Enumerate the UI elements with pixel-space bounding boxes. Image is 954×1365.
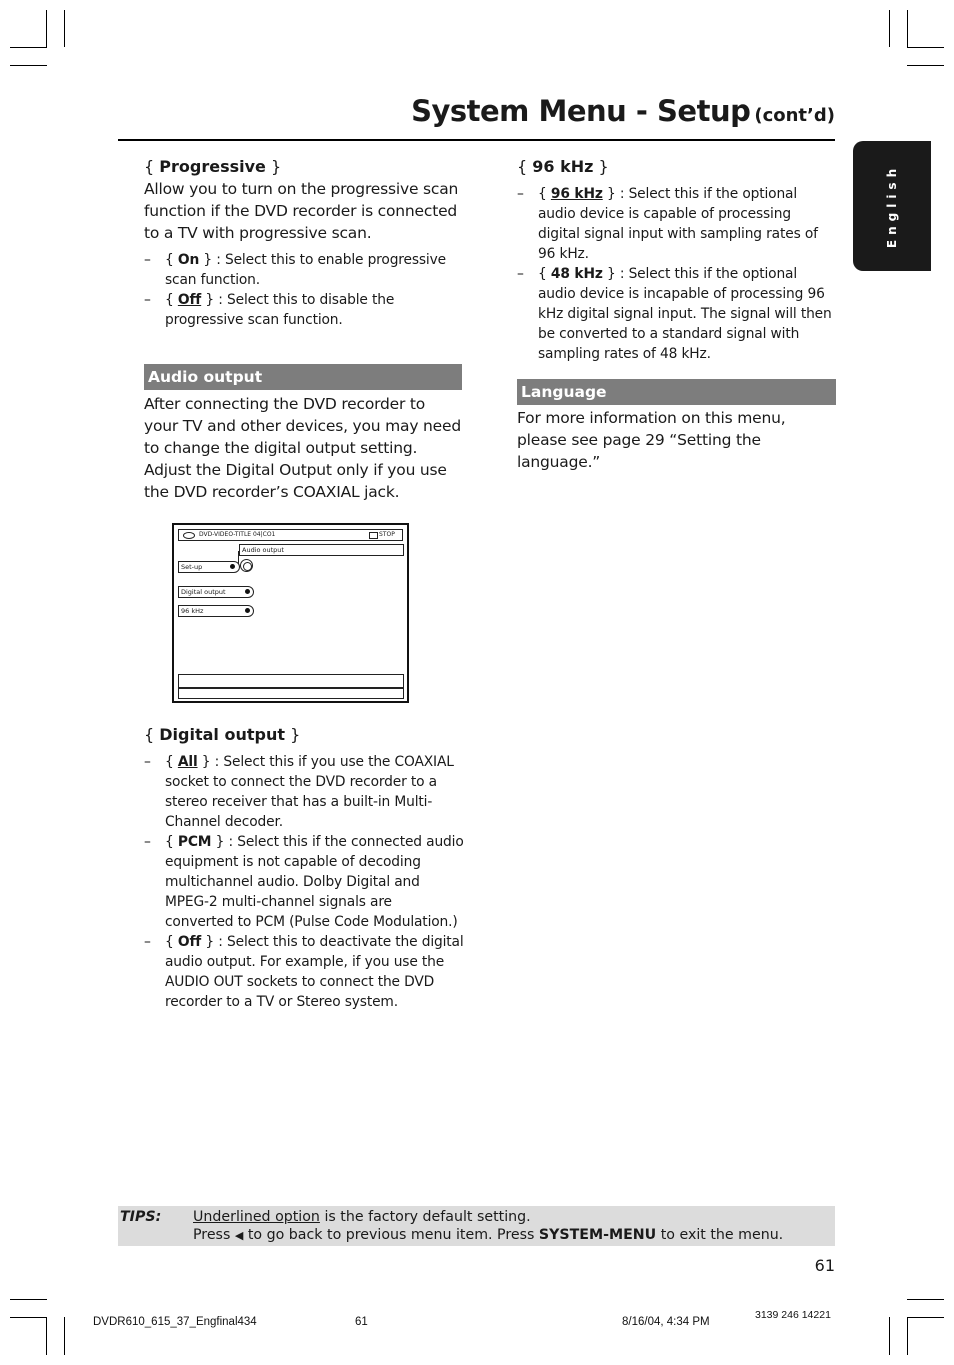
progressive-section xyxy=(144,156,462,330)
osd-digital-output-dot xyxy=(245,589,250,594)
progressive-intro: Allow you to turn on the progressive scan function if the DVD recorder is connected to a TV with progressive scan. xyxy=(144,180,459,242)
dash: – xyxy=(144,754,151,770)
dash: – xyxy=(144,934,151,950)
tips-text: to exit the menu. xyxy=(656,1227,784,1243)
brace-open: { xyxy=(165,292,178,308)
brace-open: { xyxy=(165,754,178,770)
crop-mark xyxy=(907,10,908,47)
left-arrow-icon: ◀ xyxy=(234,1229,244,1242)
option-description: } : Select this if you use the COAXIAL socket to connect the DVD recorder to a stereo receiver that has a built-in Multi-Channel decoder. xyxy=(165,754,454,830)
khz-heading xyxy=(517,156,835,178)
language-band: Language xyxy=(517,379,836,405)
brace-close: } xyxy=(285,725,301,744)
digital-output-options xyxy=(144,752,464,1012)
option-key: 48 kHz xyxy=(550,266,603,282)
title-rule xyxy=(118,139,835,141)
tips-label: TIPS: xyxy=(120,1209,162,1225)
list-item xyxy=(144,250,462,290)
list-item xyxy=(144,832,464,932)
brace-open: { xyxy=(538,266,551,282)
progressive-heading xyxy=(144,156,462,178)
crop-mark xyxy=(889,1317,890,1355)
audio-output-intro: After connecting the DVD recorder to your TV and other devices, you may need to change the digital output setting. Adjust the Digital Output only if you use the DVD recorder’s COAXIAL jack. xyxy=(144,395,461,501)
option-key: PCM xyxy=(177,834,212,850)
option-key: 96 kHz xyxy=(550,186,603,202)
osd-info-box xyxy=(178,688,404,699)
tips-box xyxy=(118,1206,835,1246)
brace-open: { xyxy=(144,157,160,176)
osd-status-bar xyxy=(178,529,403,541)
list-item xyxy=(517,184,835,264)
brace-close: } xyxy=(593,157,609,176)
footer-page: 61 xyxy=(355,1316,368,1328)
list-item xyxy=(144,290,462,330)
osd-rate-label: 96 kHz xyxy=(181,607,204,615)
khz-section xyxy=(517,156,835,364)
crop-mark xyxy=(907,65,944,66)
option-description: } : Select this to disable the progressive scan function. xyxy=(165,292,395,328)
page-number: 61 xyxy=(814,1256,835,1275)
crop-mark xyxy=(46,10,47,47)
footer-code: 3139 246 14221 xyxy=(755,1309,831,1321)
list-item xyxy=(517,264,835,364)
dash: – xyxy=(144,834,151,850)
osd-rate-dot xyxy=(245,608,250,613)
crop-mark xyxy=(10,47,47,48)
osd-setup-label: Set-up xyxy=(181,563,203,571)
crop-mark xyxy=(10,65,47,66)
digital-output-heading xyxy=(144,724,464,746)
crop-mark xyxy=(907,1317,944,1318)
language-side-tab xyxy=(853,141,931,271)
option-key: Off xyxy=(177,292,202,308)
option-key: Off xyxy=(177,934,202,950)
option-description: } : Select this to enable progressive scan function. xyxy=(165,252,446,288)
crop-mark xyxy=(907,1317,908,1355)
osd-screen-illustration xyxy=(172,523,409,703)
osd-digital-output-label: Digital output xyxy=(181,588,226,596)
osd-menu-box-label: Audio output xyxy=(242,546,284,554)
speaker-settings-icon xyxy=(240,559,253,572)
language-text: For more information on this menu, please see page 29 “Setting the language.” xyxy=(517,409,786,471)
dash: – xyxy=(517,186,524,202)
digital-output-section xyxy=(144,724,464,1012)
brace-open: { xyxy=(165,834,178,850)
tips-underlined-option: Underlined option xyxy=(193,1209,320,1225)
osd-title: DVD-VIDEO-TITLE 04|CO1 xyxy=(199,531,276,538)
khz-options xyxy=(517,184,835,364)
tips-text: to go back to previous menu item. Press xyxy=(243,1227,539,1243)
stop-icon xyxy=(369,532,378,539)
crop-mark xyxy=(907,1299,944,1300)
dash: – xyxy=(144,292,151,308)
brace-close: } xyxy=(265,157,282,176)
list-item xyxy=(144,752,464,832)
footer-date: 8/16/04, 4:34 PM xyxy=(622,1316,710,1328)
list-item xyxy=(144,932,464,1012)
osd-menu-box xyxy=(239,544,404,556)
language-section xyxy=(517,407,835,473)
digital-output-heading-label: Digital output xyxy=(159,725,285,744)
khz-heading-label: 96 kHz xyxy=(532,157,594,176)
option-description: } : Select this if the connected audio equipment is not capable of decoding multichannel audio. Dolby Digital and MPEG-2 multi-channel signals are converted to PCM (Pulse Code Modulation.) xyxy=(165,834,464,930)
page-title-suffix: (cont’d) xyxy=(754,105,835,126)
audio-output-section xyxy=(144,393,462,503)
option-description: } : Select this if the optional audio device is incapable of processing 96 kHz digital signal input. The signal will then be converted to a standard signal with sampling rates of 48 kHz. xyxy=(538,266,832,362)
option-description: } : Select this if the optional audio device is capable of processing digital signal input with sampling rates of 96 kHz. xyxy=(538,186,818,262)
tips-line-2 xyxy=(193,1226,783,1245)
brace-open: { xyxy=(538,186,551,202)
page-title-main: System Menu - Setup xyxy=(411,94,751,128)
tips-line-1 xyxy=(193,1208,531,1226)
dash: – xyxy=(517,266,524,282)
system-menu-key: SYSTEM-MENU xyxy=(538,1227,657,1243)
progressive-heading-label: Progressive xyxy=(159,157,266,176)
progressive-options xyxy=(144,250,462,330)
option-key: On xyxy=(177,252,200,268)
audio-output-band: Audio output xyxy=(144,364,462,390)
tips-text: Press xyxy=(193,1227,235,1243)
brace-open: { xyxy=(165,934,178,950)
option-description: } : Select this to deactivate the digital audio output. For example, if you use the AUDIO OUT sockets to connect the DVD recorder to a TV or Stereo system. xyxy=(165,934,464,1010)
dash: – xyxy=(144,252,151,268)
brace-open: { xyxy=(144,725,160,744)
footer-file-name: DVDR610_615_37_Engfinal434 xyxy=(93,1316,257,1328)
crop-mark xyxy=(64,1317,65,1355)
osd-rate-item xyxy=(178,605,254,617)
crop-mark xyxy=(46,1317,47,1355)
crop-mark xyxy=(10,1299,47,1300)
tips-line-1-text: is the factory default setting. xyxy=(319,1209,531,1225)
crop-mark xyxy=(10,1317,47,1318)
crop-mark xyxy=(907,47,944,48)
option-key: All xyxy=(177,754,198,770)
osd-stop-label: STOP xyxy=(379,531,395,538)
disc-icon xyxy=(183,532,195,539)
osd-digital-output-item xyxy=(178,586,254,598)
osd-info-box xyxy=(178,674,404,688)
language-side-tab-label: English xyxy=(885,163,899,249)
crop-mark xyxy=(64,10,65,47)
brace-open: { xyxy=(165,252,178,268)
osd-setup-dot xyxy=(230,564,235,569)
page-title xyxy=(118,94,835,138)
crop-mark xyxy=(889,10,890,47)
brace-open: { xyxy=(517,157,533,176)
